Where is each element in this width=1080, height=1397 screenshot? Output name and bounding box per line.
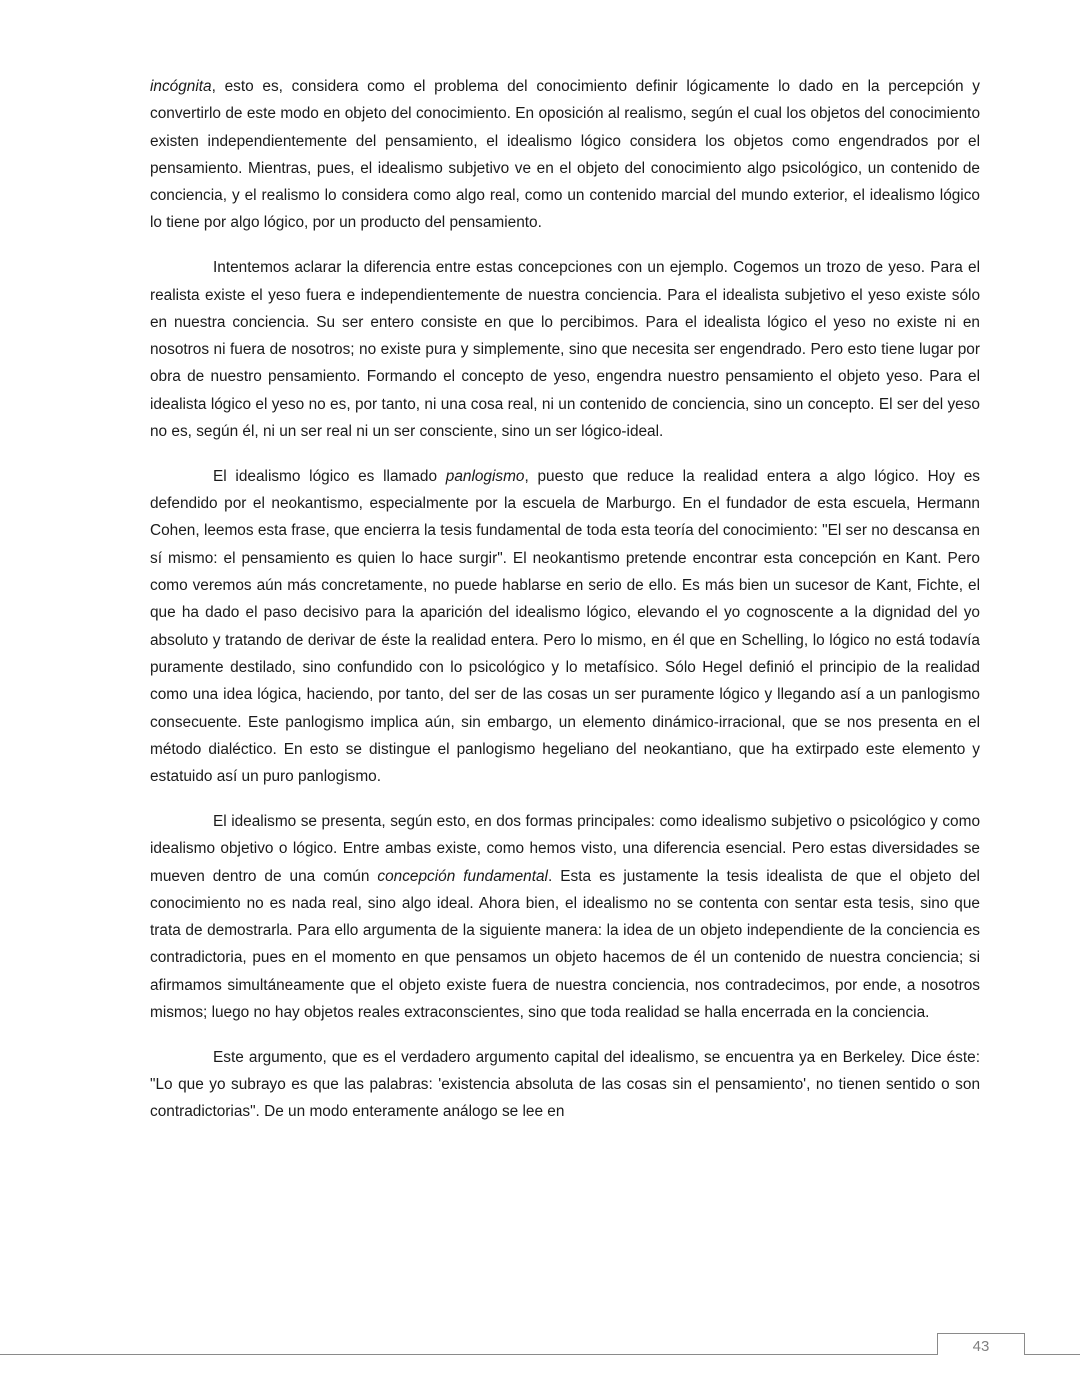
paragraph-3-text-a: El idealismo lógico es llamado bbox=[213, 467, 446, 485]
paragraph-2-text: Intentemos aclarar la diferencia entre estas concepciones con un ejemplo. Cogemos un trozo de yeso. Para el realista existe el yeso fuera e independientemente de nuestra conciencia. Para el idealista subjetivo el yeso existe sólo en nuestra conciencia. Su ser entero consiste en que lo percibimos. Para el idealista lógico el yeso no existe ni en nosotros ni fuera de nosotros; no existe pura y simplemente, sino que necesita ser engendrado. Pero esto tiene lugar por obra de nuestro pensamiento. Formando el concepto de yeso, engendra nuestro pensamiento el objeto yeso. Para el idealista lógico el yeso no es, por tanto, ni una cosa real, ni un contenido de conciencia, sino un concepto. El ser del yeso no es, según él, ni un ser real ni un ser consciente, sino un ser lógico-ideal. bbox=[150, 259, 980, 441]
paragraph-4-text-a: El idealismo se presenta, según esto, en dos formas principales: como idealismo subjetivo o psicológico y como idealismo objetivo o lógico. Entre ambas existe, como hemos visto, una diferencia esencial. Pero estas diversidades se mueven dentro de una común bbox=[150, 812, 980, 885]
paragraph-1 bbox=[150, 73, 980, 237]
page-number: 43 bbox=[937, 1333, 1025, 1355]
page-body bbox=[150, 73, 980, 1143]
term-panlogismo: panlogismo bbox=[445, 467, 525, 485]
term-concepcion-fundamental: concepción fundamental bbox=[377, 867, 548, 885]
footer-rule bbox=[0, 1354, 1080, 1355]
paragraph-3 bbox=[150, 463, 980, 791]
paragraph-2 bbox=[150, 254, 980, 445]
paragraph-3-text-b: , puesto que reduce la realidad entera a algo lógico. Hoy es defendido por el neokantismo, especialmente por la escuela de Marburgo. En el fundador de esta escuela, Hermann Cohen, leemos esta frase, que encierra la tesis fundamental de toda esta teoría del conocimiento: "El ser no descansa en sí mismo: el pensamiento es quien lo hace surgir". El neokantismo pretende encontrar esta concepción en Kant. Pero como veremos aún más concretamente, no puede hablarse en serio de ello. Es más bien un sucesor de Kant, Fichte, el que ha dado el paso decisivo para la aparición del idealismo lógico, elevando el yo cognoscente a la dignidad del yo absoluto y tratando de derivar de éste la realidad entera. Pero lo mismo, en él que en Schelling, lo lógico no está todavía puramente destilado, sino confundido con lo psicológico y lo metafísico. Sólo Hegel definió el principio de la realidad como una idea lógica, haciendo, por tanto, del ser de las cosas un ser puramente lógico y llegando así a un panlogismo consecuente. Este panlogismo implica aún, sin embargo, un elemento dinámico-irracional, que se nos presenta en el método dialéctico. En esto se distingue el panlogismo hegeliano del neokantiano, que ha extirpado este elemento y estatuido así un puro panlogismo. bbox=[150, 467, 980, 786]
paragraph-4 bbox=[150, 808, 980, 1026]
paragraph-5 bbox=[150, 1044, 980, 1126]
paragraph-5-text: Este argumento, que es el verdadero argumento capital del idealismo, se encuentra ya en Berkeley. Dice éste: "Lo que yo subrayo es que las palabras: 'existencia absoluta de las cosas sin el pensamiento', no tienen sentido o son contradictorias". De un modo enteramente análogo se lee en bbox=[150, 1048, 980, 1121]
term-incognita: incógnita bbox=[150, 78, 212, 95]
paragraph-4-text-b: . Esta es justamente la tesis idealista de que el objeto del conocimiento no es nada real, sino algo ideal. Ahora bien, el idealismo no se contenta con sentar esta tesis, sino que trata de demostrarla. Para ello argumenta de la siguiente manera: la idea de un objeto independiente de la conciencia es contradictoria, pues en el momento en que pensamos un objeto hacemos de él un contenido de nuestra conciencia; si afirmamos simultáneamente que el objeto existe fuera de nuestra conciencia, nos contradecimos, por ende, a nosotros mismos; luego no hay objetos reales extraconscientes, sino que toda realidad se halla encerrada en la conciencia. bbox=[150, 867, 980, 1021]
paragraph-1-text: , esto es, considera como el problema del conocimiento definir lógicamente lo dado en la percepción y convertirlo de este modo en objeto del conocimiento. En oposición al realismo, según el cual los objetos del conocimiento existen independientemente del pensamiento, el idealismo lógico considera los objetos como engendrados por el pensamiento. Mientras, pues, el idealismo subjetivo ve en el objeto del conocimiento algo psicológico, un contenido de conciencia, y el realismo lo considera como algo real, como un contenido marcial del mundo exterior, el idealismo lógico lo tiene por algo lógico, por un producto del pensamiento. bbox=[150, 78, 980, 232]
